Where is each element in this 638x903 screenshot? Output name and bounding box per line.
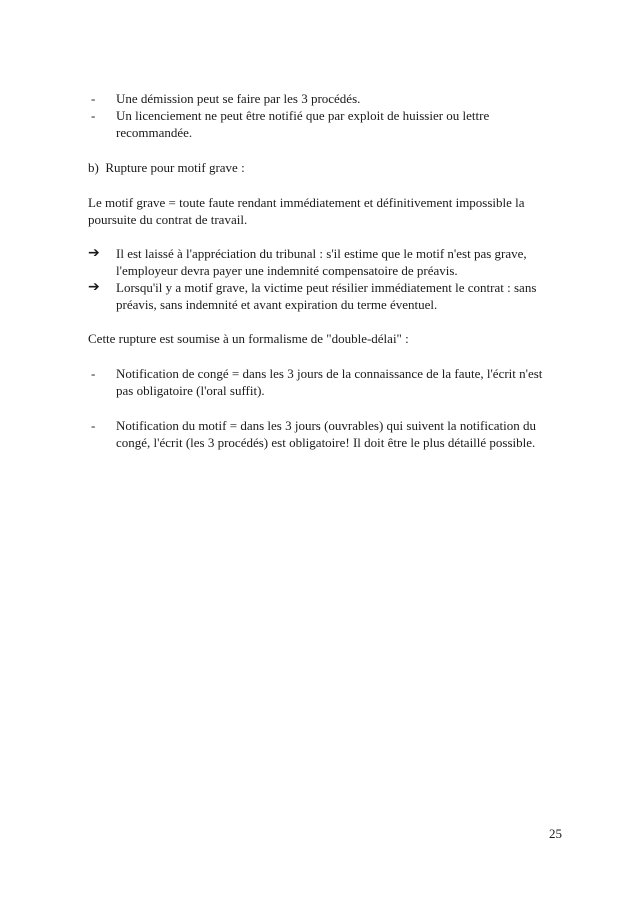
section-heading-b: b) Rupture pour motif grave : — [88, 160, 245, 175]
list-item-motive-notification — [88, 417, 562, 451]
dash-bullet: - — [91, 366, 96, 381]
arrow-right-icon: ➔ — [88, 279, 100, 295]
arrow-item-serious-motive — [88, 279, 562, 313]
list-item-dismissal — [88, 107, 562, 141]
dash-bullet: - — [91, 108, 96, 123]
dash-bullet: - — [91, 418, 96, 433]
list-item-resignation — [88, 90, 562, 107]
arrow-item-text: Il est laissé à l'appréciation du tribunal : s'il estime que le motif n'est pas grave, l'employeur devra payer une indemnité compensatoire de préavis. — [116, 246, 527, 278]
dash-bullet: - — [91, 91, 96, 106]
list-item-notice-notification — [88, 365, 562, 399]
list-item-text: Un licenciement ne peut être notifié que par exploit de huissier ou lettre recommandée. — [116, 108, 490, 140]
arrow-item-tribunal — [88, 245, 562, 279]
list-item-text: Une démission peut se faire par les 3 procédés. — [116, 91, 361, 106]
list-item-text: Notification de congé = dans les 3 jours de la connaissance de la faute, l'écrit n'est pas obligatoire (l'oral suffit). — [116, 366, 543, 398]
definition-paragraph: Le motif grave = toute faute rendant immédiatement et définitivement impossible la poursuite du contrat de travail. — [88, 195, 525, 227]
page-content — [88, 90, 562, 451]
arrow-right-icon: ➔ — [88, 245, 100, 261]
arrow-item-text: Lorsqu'il y a motif grave, la victime peut résilier immédiatement le contrat : sans préavis, sans indemnité et avant expiration du terme éventuel. — [116, 280, 537, 312]
page-number: 25 — [549, 826, 562, 841]
formalism-intro: Cette rupture est soumise à un formalisme de "double-délai" : — [88, 331, 409, 346]
list-item-text: Notification du motif = dans les 3 jours (ouvrables) qui suivent la notification du congé, l'écrit (les 3 procédés) est obligatoire! Il doit être le plus détaillé possible. — [116, 418, 537, 450]
